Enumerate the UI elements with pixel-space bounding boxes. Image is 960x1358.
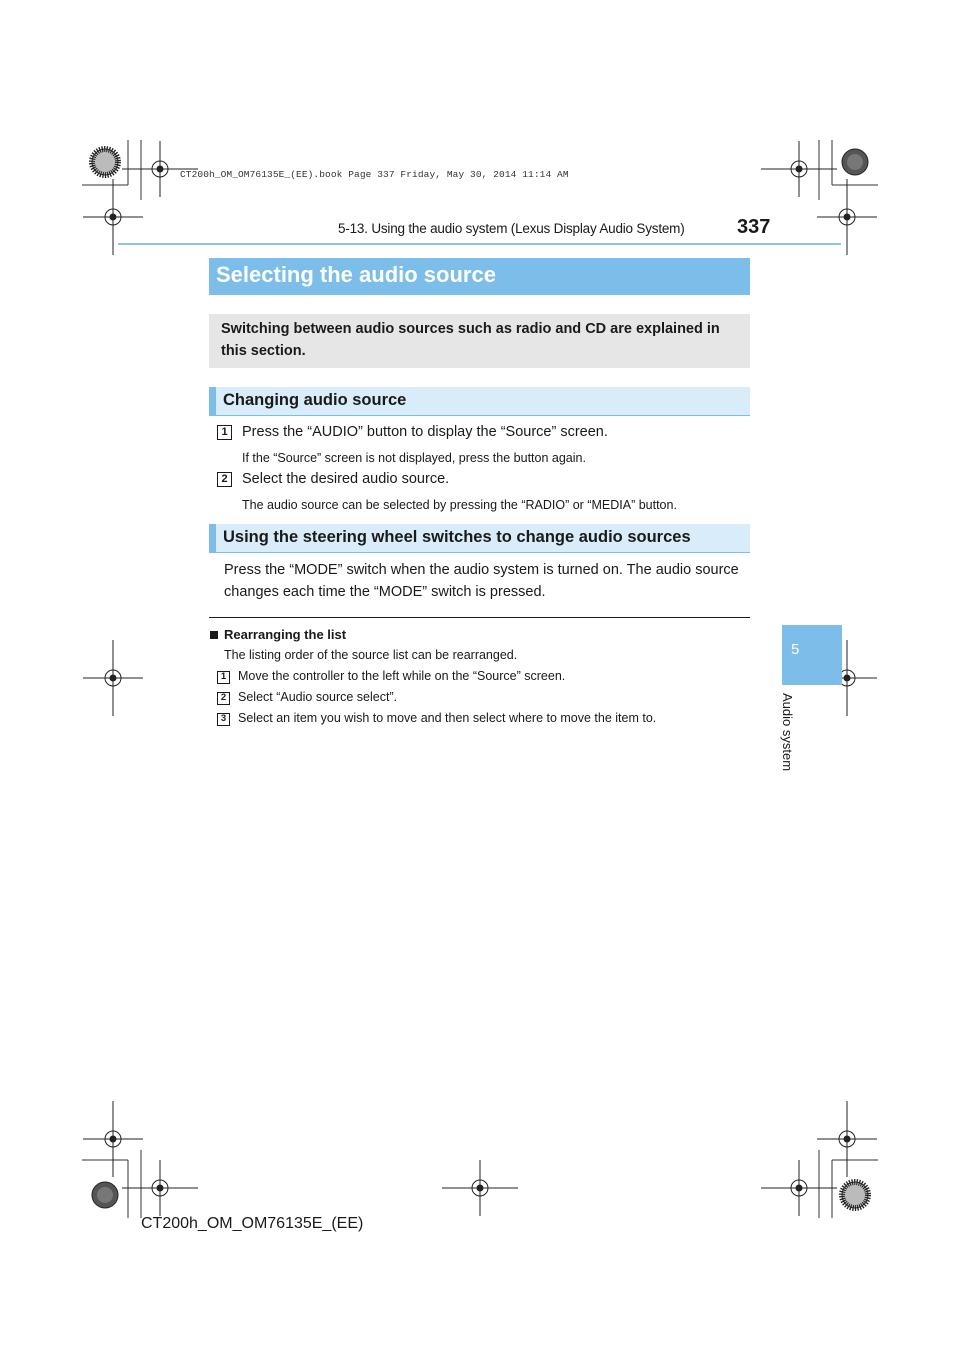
note-step-number: 3 [217, 713, 230, 726]
footer-code: CT200h_OM_OM76135E_(EE) [141, 1215, 364, 1232]
intro-text: Switching between audio sources such as radio and CD are explained in this section. [221, 321, 720, 359]
subsection-bar-steering-wheel-switches [209, 524, 750, 553]
running-head: 5-13. Using the audio system (Lexus Display Audio System) [338, 221, 685, 236]
note-step-text: Select an item you wish to move and then select where to move the item to. [238, 711, 657, 725]
note-heading: Rearranging the list [224, 627, 347, 642]
step-number: 2 [217, 472, 232, 487]
section-title: Selecting the audio source [216, 262, 496, 287]
step-note: If the “Source” screen is not displayed, press the button again. [242, 451, 586, 465]
subsection-accent [209, 387, 216, 415]
step-text: Press the “AUDIO” button to display the “Source” screen. [242, 424, 608, 440]
bullet-square-icon [210, 631, 218, 639]
note-step-text: Select “Audio source select”. [238, 690, 398, 704]
step-note: The audio source can be selected by pressing the “RADIO” or “MEDIA” button. [242, 498, 677, 512]
step-number: 1 [217, 425, 232, 440]
subsection-bar-changing-audio-source [209, 387, 750, 416]
subsection-title: Using the steering wheel switches to change audio sources [223, 528, 691, 546]
step-text: Select the desired audio source. [242, 471, 450, 487]
note-step-number: 2 [217, 692, 230, 705]
note-intro: The listing order of the source list can be rearranged. [224, 648, 518, 662]
separator-rule [209, 617, 750, 618]
header-rule [118, 243, 841, 245]
page-number: 337 [737, 216, 771, 238]
subsection-title: Changing audio source [223, 391, 407, 409]
book-info: CT200h_OM_OM76135E_(EE).book Page 337 Friday, May 30, 2014 11:14 AM [180, 169, 569, 180]
chapter-number: 5 [791, 641, 800, 658]
subsection-accent [209, 524, 216, 552]
note-step-text: Move the controller to the left while on the “Source” screen. [238, 669, 566, 683]
chapter-label: Audio system [780, 693, 795, 772]
note-step-number: 1 [217, 671, 230, 684]
steering-switch-paragraph: Press the “MODE” switch when the audio system is turned on. The audio source changes each time the “MODE” switch is pressed. [224, 562, 739, 600]
